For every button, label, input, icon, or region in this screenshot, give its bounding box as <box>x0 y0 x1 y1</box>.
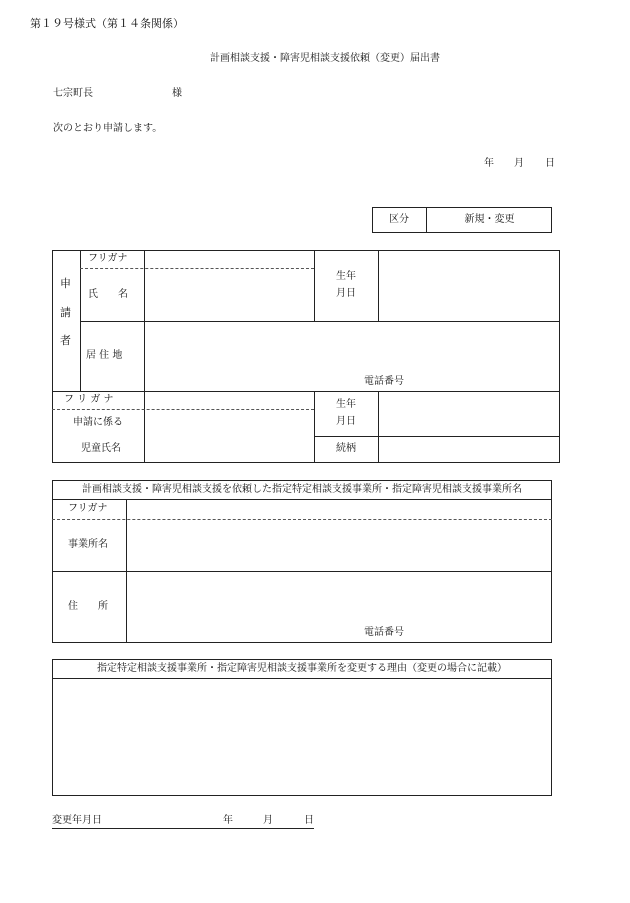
office-address-field[interactable] <box>127 572 551 620</box>
change-date-underline <box>52 828 314 829</box>
applicant-group-char-1: 申 <box>60 277 71 290</box>
addressee-honorific: 様 <box>172 88 182 99</box>
change-date-day: 日 <box>304 815 314 826</box>
office-phone-label: 電話番号 <box>364 627 404 638</box>
office-furigana-label: フリガナ <box>68 503 108 514</box>
child-name-label-2: 児童氏名 <box>81 443 121 454</box>
office-address-label: 住 所 <box>68 601 108 612</box>
change-date-label: 変更年月日 <box>52 815 102 826</box>
child-name-field[interactable] <box>145 410 313 462</box>
applicant-furigana-label: フリガナ <box>88 253 128 264</box>
office-name-label: 事業所名 <box>68 539 108 550</box>
applicant-furigana-field[interactable] <box>145 251 313 267</box>
child-relation-field[interactable] <box>379 437 559 462</box>
office-name-field[interactable] <box>127 520 551 570</box>
reason-header: 指定特定相談支援事業所・指定障害児相談支援事業所を変更する理由（変更の場合に記載） <box>97 662 507 674</box>
category-label: 区分 <box>389 214 409 225</box>
date-month: 月 <box>514 158 524 169</box>
applicant-group-char-3: 者 <box>60 334 71 347</box>
office-header: 計画相談支援・障害児相談支援を依頼した指定特定相談支援事業所・指定障害児相談支援事業所名 <box>82 483 522 495</box>
change-date-month: 月 <box>263 815 273 826</box>
applicant-birth-divider-left <box>314 250 315 321</box>
change-date-year: 年 <box>223 815 233 826</box>
category-value[interactable]: 新規・変更 <box>464 214 515 225</box>
child-furigana-label: フ リ ガ ナ <box>64 394 114 405</box>
child-relation-label: 続柄 <box>336 443 356 454</box>
child-birth-label-1: 生年 <box>336 399 356 410</box>
change-date-field[interactable] <box>105 812 220 827</box>
applicant-birth-label-2: 月日 <box>336 288 356 299</box>
child-name-label-1: 申請に係る <box>73 417 123 428</box>
form-title: 計画相談支援・障害児相談支援依頼（変更）届出書 <box>210 53 440 64</box>
applicant-furigana-separator <box>80 268 314 269</box>
child-furigana-field[interactable] <box>145 392 313 408</box>
reason-field[interactable] <box>53 679 551 795</box>
applicant-name-field[interactable] <box>145 270 313 320</box>
applicant-birth-label-1: 生年 <box>336 271 356 282</box>
child-birth-label-2: 月日 <box>336 416 356 427</box>
applicant-phone-label: 電話番号 <box>364 376 404 387</box>
child-birth-divider-left <box>314 391 315 463</box>
applicant-address-label: 居 住 地 <box>86 350 123 361</box>
date-year: 年 <box>484 158 494 169</box>
date-day: 日 <box>545 158 555 169</box>
applicant-address-field[interactable] <box>145 322 559 372</box>
form-code: 第１９号様式（第１４条関係） <box>30 17 184 30</box>
office-furigana-field[interactable] <box>127 500 551 518</box>
addressee-name: 七宗町長 <box>53 88 93 99</box>
intro-text: 次のとおり申請します。 <box>53 123 163 134</box>
applicant-name-label: 氏 名 <box>88 289 128 300</box>
applicant-group-char-2: 請 <box>60 306 71 319</box>
child-birth-field[interactable] <box>379 392 559 435</box>
applicant-birth-field[interactable] <box>379 251 559 320</box>
